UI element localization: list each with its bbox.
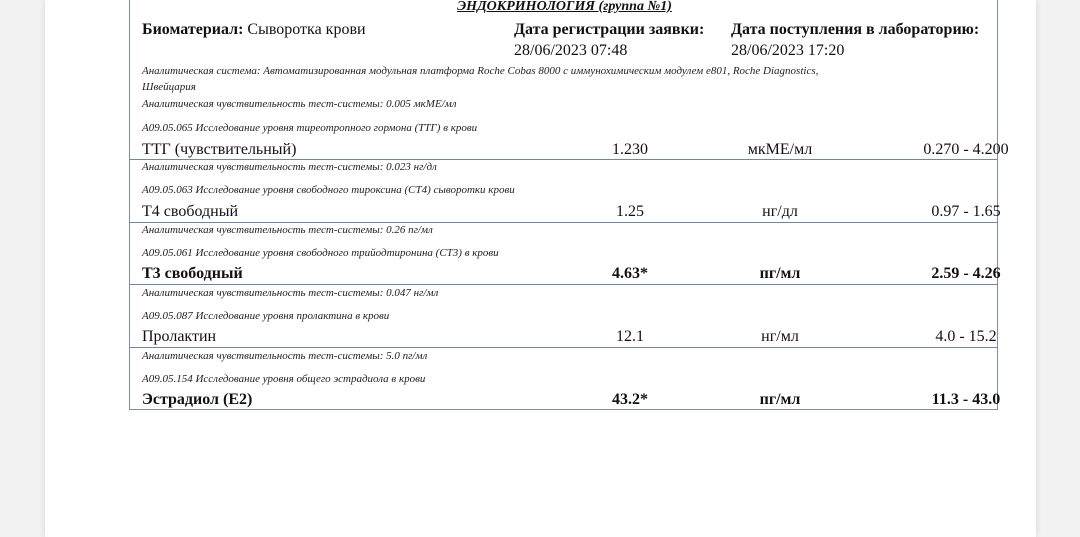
- row-divider: [130, 347, 997, 348]
- test-name: Т3 свободный: [142, 265, 243, 282]
- test-unit: пг/мл: [759, 265, 801, 282]
- test-value: 1.25: [616, 203, 644, 220]
- document-page: [45, 0, 1036, 537]
- test-unit: нг/мл: [761, 328, 799, 345]
- test-study-code: A09.05.061 Исследование уровня свободного трийодтиронина (СТ3) в крови: [142, 247, 499, 259]
- test-study-code: A09.05.154 Исследование уровня общего эстрадиола в крови: [142, 373, 426, 385]
- biomaterial-value: Сыворотка крови: [247, 21, 366, 38]
- test-name: Т4 свободный: [142, 203, 239, 220]
- test-reference-range: 11.3 - 43.0: [931, 391, 1001, 408]
- test-sensitivity: Аналитическая чувствительность тест-системы: 5.0 пг/мл: [142, 350, 428, 362]
- test-name: ТТГ (чувствительный): [142, 141, 297, 158]
- test-unit: мкМЕ/мл: [747, 141, 813, 158]
- analytical-system-line1: Аналитическая система: Автоматизированная модульная платформа Roche Cobas 8000 с иммунохимическим модулем e801, Roche Diagnostics,: [142, 65, 819, 77]
- test-unit: нг/дл: [762, 203, 798, 220]
- test-value: 4.63*: [612, 265, 648, 282]
- row-divider: [130, 159, 997, 160]
- test-study-code: A09.05.065 Исследование уровня тиреотропного гормона (ТТГ) в крови: [142, 122, 478, 134]
- test-value: 43.2*: [612, 391, 648, 408]
- test-sensitivity: Аналитическая чувствительность тест-системы: 0.023 нг/дл: [142, 161, 437, 173]
- biomaterial-label: Биоматериал:: [142, 21, 244, 38]
- test-reference-range: 0.97 - 1.65: [931, 203, 1001, 220]
- test-name: Эстрадиол (E2): [142, 391, 253, 408]
- test-sensitivity: Аналитическая чувствительность тест-системы: 0.047 нг/мл: [142, 287, 439, 299]
- test-study-code: A09.05.087 Исследование уровня пролактина в крови: [142, 310, 390, 322]
- registration-date-value: 28/06/2023 07:48: [514, 42, 628, 59]
- analytical-system-line2: Швейцария: [142, 81, 196, 93]
- test-sensitivity: Аналитическая чувствительность тест-системы: 0.005 мкМЕ/мл: [142, 98, 457, 110]
- test-reference-range: 4.0 - 15.2: [935, 328, 997, 345]
- lab-report-table: ЭНДОКРИНОЛОГИЯ (группа №1) Биоматериал: Сыворотка крови Дата регистрации заявки: 28/06/2023 07:48 Дата поступления в лабораторию: 28/06/2023 17:20 Аналитическая система: Автоматизированная модульная платформа Roche Cobas 8000 с иммунохимическим модулем e801, Roche Diagnostics, Швейцария Аналитическая чувствительность тест-системы: 0.005 мкМЕ/мл A09.05.065 Исследование уровня тиреотропного гормона (ТТГ) в крови ТТГ (чувствительный) 1.230 мкМЕ/мл 0.270 - 4.200 Аналитическая чувствительность тест-системы: 0.023 нг/дл A09.05.063 Исследование уровня свободного тироксина (СТ4) сыворотки крови Т4 свободный 1.25 нг/дл 0.97 - 1.65 Аналитическая чувствительность тест-системы: 0.26 пг/мл A09.05.061 Исследование уровня свободного трийодтиронина (СТ3) в крови Т3 свободный 4.63* пг/мл 2.59 - 4.26 Аналитическая чувствительность тест-системы: 0.047 нг/мл A09.05.087 Исследование уровня пролактина в крови Пролактин 12.1 нг/мл 4.0 - 15.2 Аналитическая чувствительность тест-системы: 5.0 пг/мл A09.05.154 Исследование уровня общего эстрадиола в крови Эстрадиол (E2) 43.2* пг/мл 11.3 - 43.0: [129, 0, 998, 410]
- biomaterial: [142, 21, 366, 39]
- registration-date-label: Дата регистрации заявки:: [514, 21, 705, 38]
- section-title: ЭНДОКРИНОЛОГИЯ (группа №1): [457, 0, 672, 14]
- test-unit: пг/мл: [759, 391, 801, 408]
- test-name: Пролактин: [142, 328, 217, 345]
- row-divider: [130, 284, 997, 285]
- lab-received-label: Дата поступления в лабораторию:: [731, 21, 980, 38]
- test-reference-range: 2.59 - 4.26: [931, 265, 1001, 282]
- test-sensitivity: Аналитическая чувствительность тест-системы: 0.26 пг/мл: [142, 224, 433, 236]
- lab-received-value: 28/06/2023 17:20: [731, 42, 845, 59]
- test-value: 12.1: [616, 328, 644, 345]
- test-study-code: A09.05.063 Исследование уровня свободного тироксина (СТ4) сыворотки крови: [142, 184, 515, 196]
- row-divider: [130, 222, 997, 223]
- test-reference-range: 0.270 - 4.200: [923, 141, 1009, 158]
